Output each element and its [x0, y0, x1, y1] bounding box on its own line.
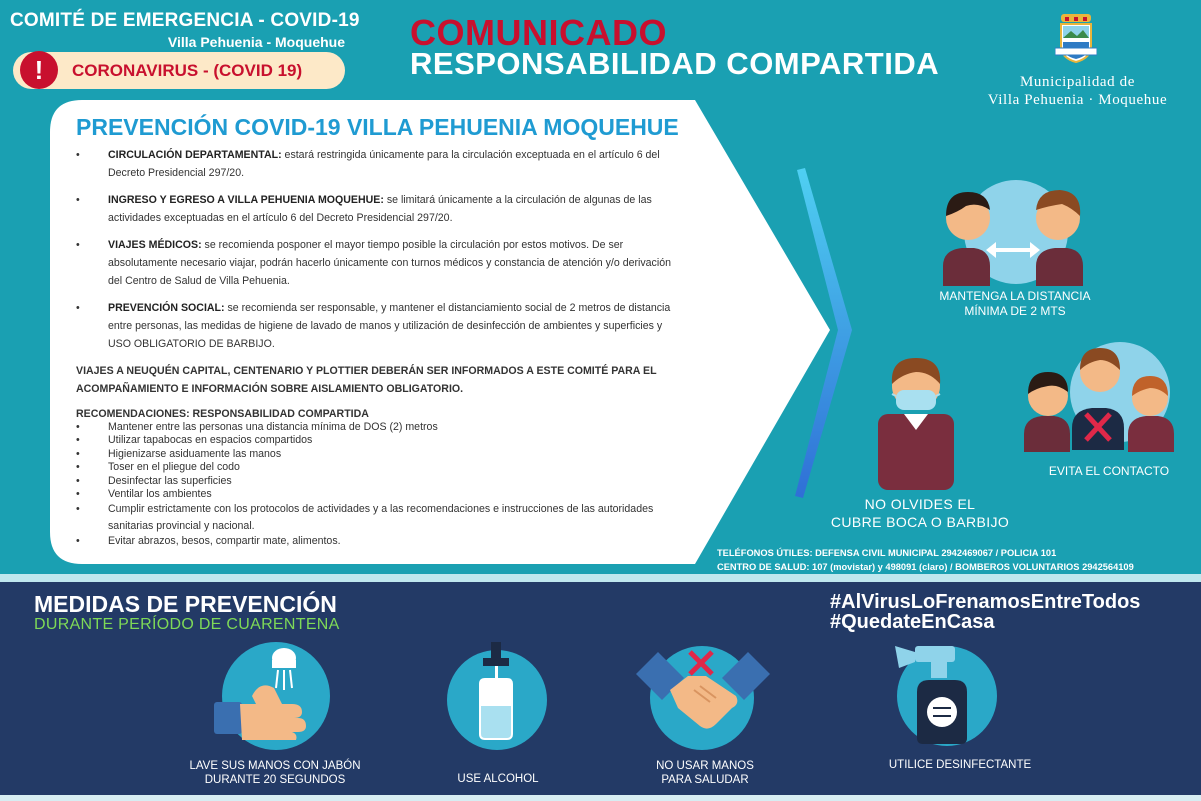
item-text: se recomienda ser responsable, y mantener el distanciamiento social de 2 metros de distancia entre personas, las medidas de higiene de lavado de manos y utilización de desinfección de ambientes y superficies y USO OBLIGATORIO DE BARBIJO.	[108, 302, 671, 350]
comunicado-title: COMUNICADO	[410, 12, 667, 53]
bullet: •	[76, 302, 80, 314]
travel-notice: VIAJES A NEUQUÉN CAPITAL, CENTENARIO Y PLOTTIER DEBERÁN SER INFORMADOS A ESTE COMITÉ PARA EL ACOMPAÑAMIENTO E INFORMACIÓN SOBRE AISLAMIENTO OBLIGATORIO.	[76, 365, 657, 395]
recommendation-item	[76, 475, 688, 488]
alert-icon: !	[20, 51, 58, 89]
bullet: •	[76, 421, 80, 433]
bullet: •	[76, 503, 80, 516]
municipality-name: Municipalidad de	[1020, 74, 1135, 90]
bullet: •	[76, 434, 80, 447]
responsabilidad-title: RESPONSABILIDAD COMPARTIDA	[410, 46, 940, 81]
recommendation-text: Cumplir estrictamente con los protocolos de actividades y a las recomendaciones e instrucciones de las autoridades sanitarias provincial y nacional.	[108, 503, 654, 533]
measure-label-line1: NO USAR MANOS	[656, 760, 754, 772]
recommendation-item	[76, 434, 688, 447]
item-label: PREVENCIÓN SOCIAL:	[108, 302, 225, 314]
committee-title: COMITÉ DE EMERGENCIA - COVID-19	[10, 10, 360, 31]
recommendation-text: Ventilar los ambientes	[108, 488, 212, 501]
measure-label-line2: DURANTE 20 SEGUNDOS	[204, 774, 346, 786]
hashtag-2: #QuedateEnCasa	[830, 611, 995, 633]
measures-subtitle: DURANTE PERÍODO DE CUARENTENA	[34, 616, 340, 633]
measure-label-line1: LAVE SUS MANOS CON JABÓN	[189, 760, 361, 772]
list-item	[76, 299, 688, 353]
disinfectant-spray-icon	[893, 640, 1003, 748]
recommendation-item	[76, 421, 688, 434]
distance-label-line2: MÍNIMA DE 2 MTS	[964, 304, 1066, 318]
contact-label: EVITA EL CONTACTO	[1048, 464, 1170, 478]
bullet: •	[76, 194, 80, 206]
list-item	[76, 191, 688, 227]
distance-label-line1: MANTENGA LA DISTANCIA	[939, 289, 1091, 303]
item-label: INGRESO Y EGRESO A VILLA PEHUENIA MOQUEHUE:	[108, 194, 384, 206]
committee-location: Villa Pehuenia - Moquehue	[167, 34, 345, 50]
bullet: •	[76, 461, 80, 474]
bullet: •	[76, 149, 80, 161]
recommendations-title: RECOMENDACIONES: RESPONSABILIDAD COMPARTIDA	[76, 408, 369, 420]
item-text: se recomienda posponer el mayor tiempo posible la circulación por estos motivos. De ser absolutamente necesario viajar, podrán hacerlo únicamente con turnos médicos y constancia de atención y/o derivación del Centro de Salud de Villa Pehuenia.	[108, 239, 671, 287]
recommendation-item	[76, 488, 688, 501]
bullet: •	[76, 474, 80, 487]
item-label: VIAJES MÉDICOS:	[108, 239, 202, 251]
item-text: estará restringida únicamente para la circulación exceptuada en el artículo 6 del Decreto Presidencial 297/20.	[108, 149, 660, 179]
recommendation-item	[76, 448, 688, 461]
phones-line-1: TELÉFONOS ÚTILES: DEFENSA CIVIL MUNICIPAL 2942469067 / POLICIA 101	[717, 548, 1057, 558]
no-handshake-icon	[634, 642, 774, 750]
bullet: •	[76, 447, 80, 460]
hashtag-1: #AlVirusLoFrenamosEntreTodos	[830, 591, 1141, 613]
measures-title: MEDIDAS DE PREVENCIÓN	[34, 591, 337, 617]
bullet: •	[76, 535, 80, 548]
municipality-town: Villa Pehuenia · Moquehue	[987, 92, 1168, 108]
list-item	[76, 146, 688, 182]
measure-label-line1: USE ALCOHOL	[457, 773, 539, 785]
coronavirus-label: CORONAVIRUS - (COVID 19)	[72, 61, 303, 80]
hand-washing-icon	[212, 640, 337, 750]
recommendation-text: Higienizarse asiduamente las manos	[108, 447, 282, 460]
face-mask-icon	[870, 350, 962, 490]
phones-line-2: CENTRO DE SALUD: 107 (movistar) y 498091 (claro) / BOMBEROS VOLUNTARIOS 2942564109	[717, 562, 1134, 572]
list-item	[76, 236, 688, 290]
recommendation-item	[76, 501, 688, 535]
recommendation-text: Utilizar tapabocas en espacios compartidos	[108, 434, 313, 447]
recommendation-item	[76, 535, 688, 548]
item-label: CIRCULACIÓN DEPARTAMENTAL:	[108, 149, 282, 161]
avoid-contact-icon	[1022, 342, 1177, 454]
panel-title: PREVENCIÓN COVID-19 VILLA PEHUENIA MOQUEHUE	[76, 114, 679, 140]
measure-label-line2: PARA SALUDAR	[661, 774, 749, 786]
recommendation-text: Desinfectar las superficies	[108, 474, 232, 487]
keep-distance-icon	[938, 180, 1088, 286]
recommendation-text: Evitar abrazos, besos, compartir mate, alimentos.	[108, 535, 341, 548]
bullet: •	[76, 239, 80, 251]
mask-label-line1: NO OLVIDES EL	[864, 496, 976, 512]
bullet: •	[76, 488, 80, 501]
measure-label-line1: UTILICE DESINFECTANTE	[888, 759, 1032, 771]
recommendation-item	[76, 461, 688, 474]
alcohol-bottle-icon	[445, 640, 550, 750]
recommendation-text: Toser en el pliegue del codo	[108, 461, 240, 474]
panel-body	[76, 146, 688, 549]
mask-label-line2: CUBRE BOCA O BARBIJO	[830, 514, 1010, 530]
recommendation-text: Mantener entre las personas una distancia mínima de DOS (2) metros	[108, 421, 438, 433]
item-text: se limitará únicamente a la circulación de algunas de las actividades exceptuadas en el artículo 6 del Decreto Presidencial 297/20.	[108, 194, 652, 224]
